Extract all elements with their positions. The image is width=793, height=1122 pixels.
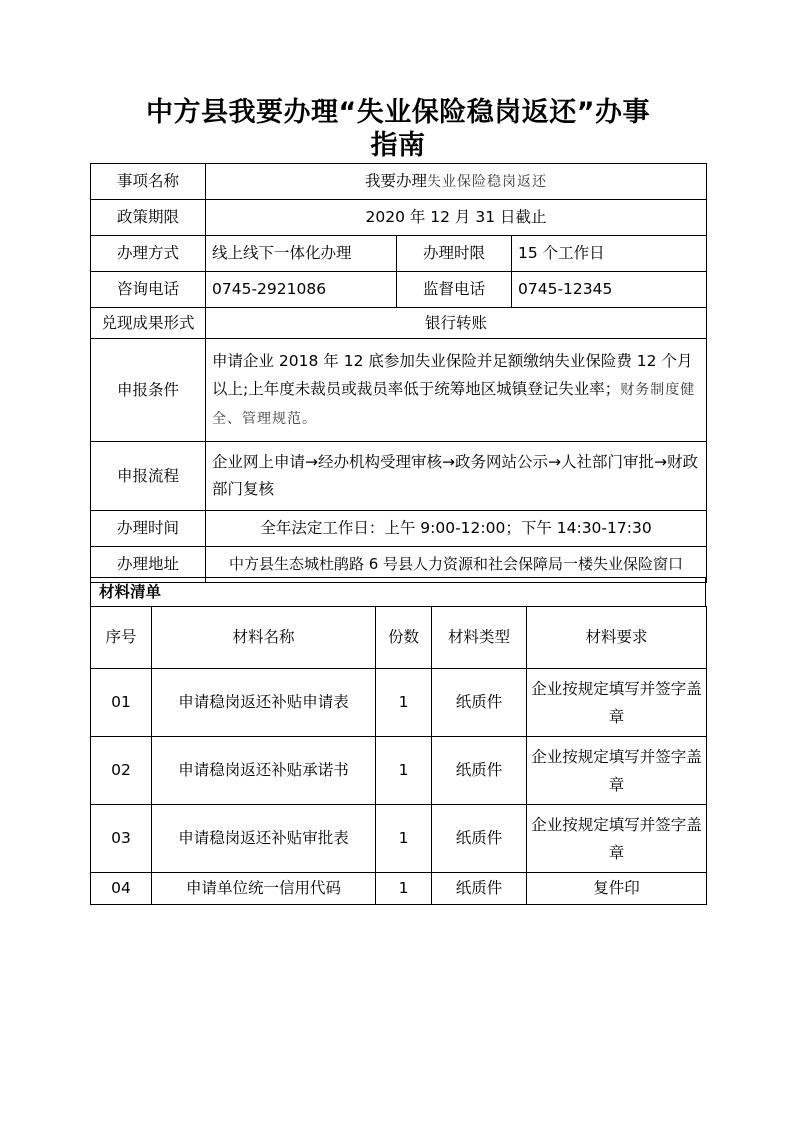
row-count: 1 xyxy=(376,669,432,737)
header-requirement: 材料要求 xyxy=(527,607,707,669)
office-hours-label: 办理时间 xyxy=(91,511,206,547)
info-table xyxy=(90,163,707,583)
process-label: 申报流程 xyxy=(91,442,206,511)
row-type: 纸质件 xyxy=(432,805,527,873)
table-row xyxy=(91,737,707,805)
row-item-name xyxy=(91,164,707,200)
row-material-name: 申请稳岗返还补贴审批表 xyxy=(152,805,376,873)
row-type: 纸质件 xyxy=(432,669,527,737)
document-title xyxy=(90,96,706,162)
item-name-label: 事项名称 xyxy=(91,164,206,200)
time-limit-label: 办理时限 xyxy=(397,236,512,272)
conditions-label: 申报条件 xyxy=(91,339,206,442)
row-result-form xyxy=(91,308,707,339)
supervise-phone-label: 监督电话 xyxy=(397,272,512,308)
row-phones xyxy=(91,272,707,308)
item-name-value-b: 失业保险稳岗返还 xyxy=(427,173,548,190)
result-form-value: 银行转账 xyxy=(206,308,707,339)
title-line-2: 指南 xyxy=(370,130,426,161)
consult-phone-label: 咨询电话 xyxy=(91,272,206,308)
table-row xyxy=(91,805,707,873)
row-material-name: 申请单位统一信用代码 xyxy=(152,873,376,905)
row-requirement: 复件印 xyxy=(527,873,707,905)
method-value: 线上线下一体化办理 xyxy=(206,236,397,272)
method-label: 办理方式 xyxy=(91,236,206,272)
row-method xyxy=(91,236,707,272)
title-line-1: 中方县我要办理“失业保险稳岗返还”办事 xyxy=(146,97,650,128)
header-count: 份数 xyxy=(376,607,432,669)
row-office-hours xyxy=(91,511,707,547)
row-count: 1 xyxy=(376,805,432,873)
address-label: 办理地址 xyxy=(91,547,206,583)
result-form-label: 兑现成果形式 xyxy=(91,308,206,339)
item-name-value xyxy=(206,164,707,200)
row-policy-deadline xyxy=(91,200,707,236)
time-limit-value: 15 个工作日 xyxy=(512,236,707,272)
row-conditions xyxy=(91,339,707,442)
item-name-value-a: 我要办理 xyxy=(365,171,428,190)
row-no: 04 xyxy=(91,873,152,905)
address-value: 中方县生态城杜鹃路 6 号县人力资源和社会保障局一楼失业保险窗口 xyxy=(206,547,707,583)
row-requirement: 企业按规定填写并签字盖章 xyxy=(527,669,707,737)
office-hours-value: 全年法定工作日：上午 9:00-12:00；下午 14:30-17:30 xyxy=(206,511,707,547)
row-count: 1 xyxy=(376,737,432,805)
conditions-value-b: 财务制度健全、管理规范。 xyxy=(212,382,696,427)
table-row xyxy=(91,873,707,905)
materials-header-row xyxy=(91,607,707,669)
row-material-name: 申请稳岗返还补贴申请表 xyxy=(152,669,376,737)
header-type: 材料类型 xyxy=(432,607,527,669)
table-row xyxy=(91,669,707,737)
consult-phone-value: 0745-2921086 xyxy=(206,272,397,308)
conditions-value xyxy=(206,339,707,442)
header-name: 材料名称 xyxy=(152,607,376,669)
row-material-name: 申请稳岗返还补贴承诺书 xyxy=(152,737,376,805)
row-requirement: 企业按规定填写并签字盖章 xyxy=(527,737,707,805)
header-no: 序号 xyxy=(91,607,152,669)
materials-table xyxy=(90,606,707,905)
materials-section xyxy=(90,577,706,607)
row-no: 02 xyxy=(91,737,152,805)
materials-section-title: 材料清单 xyxy=(91,578,706,607)
conditions-value-a: 申请企业 2018 年 12 底参加失业保险并足额缴纳失业保险费 12 个月以上;上年度未裁员或裁员率低于统筹地区城镇登记失业率； xyxy=(212,352,693,398)
row-type: 纸质件 xyxy=(432,873,527,905)
process-value: 企业网上申请→经办机构受理审核→政务网站公示→人社部门审批→财政部门复核 xyxy=(206,442,707,511)
row-requirement: 企业按规定填写并签字盖章 xyxy=(527,805,707,873)
supervise-phone-value: 0745-12345 xyxy=(512,272,707,308)
policy-deadline-label: 政策期限 xyxy=(91,200,206,236)
policy-deadline-value: 2020 年 12 月 31 日截止 xyxy=(206,200,707,236)
row-no: 03 xyxy=(91,805,152,873)
row-count: 1 xyxy=(376,873,432,905)
row-no: 01 xyxy=(91,669,152,737)
row-process xyxy=(91,442,707,511)
row-type: 纸质件 xyxy=(432,737,527,805)
